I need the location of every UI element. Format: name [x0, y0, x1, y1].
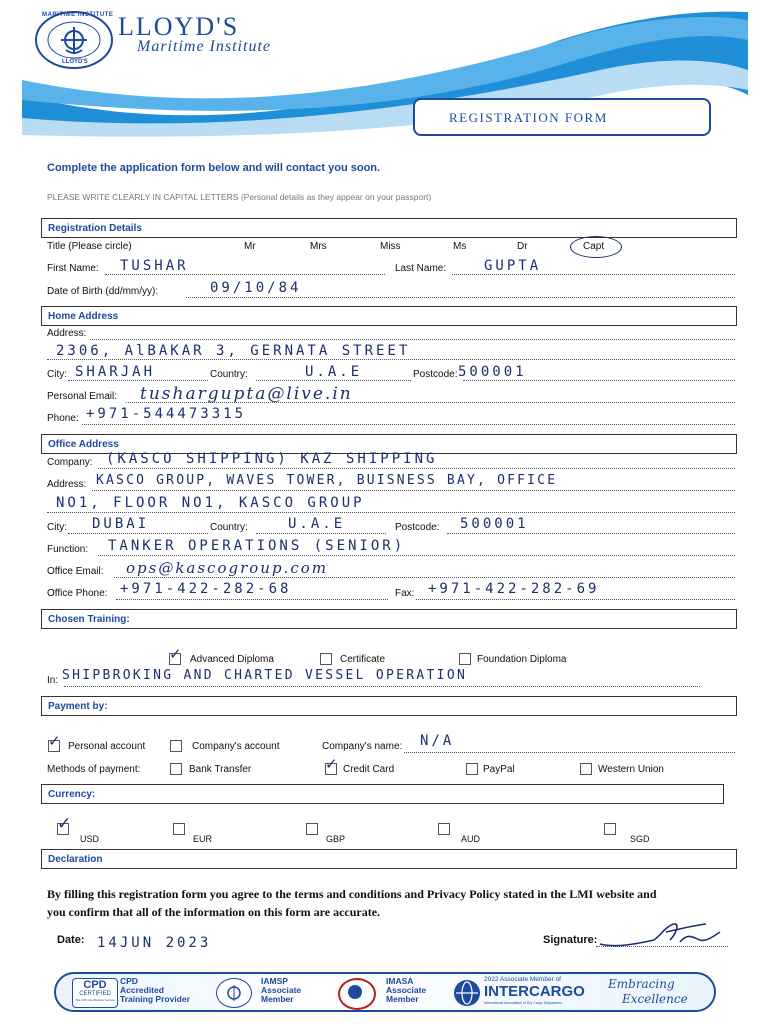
payment-western-union-checkbox[interactable]: [580, 763, 592, 775]
iamsp-line1: Associate: [261, 985, 302, 995]
training-certificate-label: Certificate: [340, 654, 386, 665]
training-foundation-diploma-label: Foundation Diploma: [477, 654, 567, 665]
home-phone-value[interactable]: +971-544473315: [86, 406, 247, 422]
payment-credit-card-label: Credit Card: [343, 764, 395, 775]
office-address-line1[interactable]: KASCO GROUP, WAVES TOWER, BUISNESS BAY, OFFICE: [96, 473, 558, 488]
iamsp-line2: Member: [261, 994, 294, 1004]
section-chosen-training: [41, 609, 737, 629]
title-label: Title (Please circle): [47, 241, 132, 252]
currency-gbp-checkbox[interactable]: [306, 823, 318, 835]
section-title: Office Address: [48, 439, 119, 450]
home-email-label: Personal Email:: [47, 391, 118, 402]
office-address-line2[interactable]: NO1, FLOOR NO1, KASCO GROUP: [56, 495, 365, 511]
signature-label: Signature:: [543, 934, 598, 946]
title-option-miss[interactable]: Miss: [380, 241, 401, 252]
section-title: Chosen Training:: [48, 614, 130, 625]
date-value[interactable]: 14JUN 2023: [97, 935, 212, 951]
section-home-address: [41, 306, 737, 326]
title-circle: [570, 236, 622, 258]
currency-sgd-checkbox[interactable]: [604, 823, 616, 835]
office-company-label: Company:: [47, 457, 93, 468]
section-title: Home Address: [48, 311, 119, 322]
payment-methods-label: Methods of payment:: [47, 764, 141, 775]
iamsp-logo-icon: [216, 978, 252, 1008]
training-advanced-diploma-check-icon: ✓: [169, 645, 182, 663]
training-in-label: In:: [47, 675, 59, 686]
intercargo-sub: International Association of Dry Cargo Shipowners: [484, 1001, 563, 1005]
cpd-badge-sub: CERTIFIED: [79, 991, 111, 997]
home-address-value[interactable]: 2306, AlBAKAR 3, GERNATA STREET: [56, 343, 411, 359]
office-phone-value[interactable]: +971-422-282-68: [120, 581, 292, 597]
office-email-value[interactable]: ops@kascogroup.com: [126, 559, 328, 577]
office-function-value[interactable]: TANKER OPERATIONS (SENIOR): [108, 538, 406, 554]
intercargo-globe-icon: [454, 980, 480, 1006]
payment-paypal-label: PayPal: [483, 764, 515, 775]
office-fax-value[interactable]: +971-422-282-69: [428, 581, 600, 597]
home-city-value[interactable]: SHARJAH: [75, 364, 156, 380]
last-name-value[interactable]: GUPTA: [484, 258, 542, 274]
cpd-badge-text: CPD: [83, 979, 107, 991]
date-label: Date:: [57, 934, 85, 946]
training-advanced-diploma-label: Advanced Diploma: [190, 654, 274, 665]
title-option-capt[interactable]: Capt: [583, 241, 605, 252]
office-postcode-label: Postcode:: [395, 522, 440, 533]
payment-company-checkbox[interactable]: [170, 740, 182, 752]
office-company-value[interactable]: (KASCO SHIPPING) KAZ SHIPPING: [106, 451, 438, 467]
payment-personal-check-icon: ✓: [48, 732, 61, 750]
currency-usd-label: USD: [80, 834, 100, 844]
intro-lead: Complete the application form below and will contact you soon.: [47, 162, 381, 174]
currency-gbp-label: GBP: [326, 834, 346, 844]
office-city-value[interactable]: DUBAI: [92, 516, 150, 532]
office-email-label: Office Email:: [47, 566, 104, 577]
home-city-label: City:: [47, 369, 67, 380]
payment-company-name-label: Company's name:: [322, 741, 403, 752]
home-email-value[interactable]: tushargupta@live.in: [140, 384, 353, 404]
logo: [34, 10, 114, 70]
home-address-label: Address:: [47, 328, 87, 339]
home-country-label: Country:: [210, 369, 248, 380]
imasa-logo-icon: [338, 978, 376, 1010]
imasa-line2: Member: [386, 994, 419, 1004]
office-fax-label: Fax:: [395, 588, 415, 599]
section-currency: [41, 784, 724, 804]
payment-western-union-label: Western Union: [598, 764, 664, 775]
section-title: Payment by:: [48, 701, 108, 712]
iamsp-title: IAMSP: [261, 976, 288, 986]
section-title: Declaration: [48, 854, 103, 865]
training-foundation-diploma-checkbox[interactable]: [459, 653, 471, 665]
cpd-text: [120, 977, 190, 1004]
office-country-value[interactable]: U.A.E: [288, 516, 346, 532]
slogan-line2: Excellence: [622, 992, 688, 1006]
iamsp-text: [261, 977, 301, 1004]
section-title: Currency:: [48, 789, 96, 800]
currency-aud-label: AUD: [461, 834, 481, 844]
section-title: Registration Details: [48, 223, 142, 234]
section-registration: [41, 218, 737, 238]
first-name-label: First Name:: [47, 263, 99, 274]
dob-value[interactable]: 09/10/84: [210, 280, 302, 296]
last-name-label: Last Name:: [395, 263, 447, 274]
dob-label: Date of Birth (dd/mm/yy):: [47, 286, 159, 297]
cpd-title: CPD: [120, 976, 138, 986]
intercargo-name: INTERCARGO: [484, 983, 585, 1000]
logo-bottom-text: LLOYD'S: [62, 59, 88, 65]
payment-personal-label: Personal account: [68, 741, 146, 752]
slogan-line1: Embracing: [608, 977, 675, 991]
title-option-mrs[interactable]: Mrs: [310, 241, 327, 252]
currency-eur-checkbox[interactable]: [173, 823, 185, 835]
payment-credit-card-check-icon: ✓: [325, 755, 338, 773]
cpd-line1: Accredited: [120, 985, 164, 995]
first-name-value[interactable]: TUSHAR: [120, 258, 189, 274]
intro-note: PLEASE WRITE CLEARLY IN CAPITAL LETTERS (Personal details as they appear on your passport): [47, 192, 432, 202]
office-city-label: City:: [47, 522, 67, 533]
payment-bank-transfer-label: Bank Transfer: [189, 764, 252, 775]
title-option-dr[interactable]: Dr: [517, 241, 528, 252]
payment-company-label: Company's account: [192, 741, 280, 752]
office-country-label: Country:: [210, 522, 248, 533]
home-phone-label: Phone:: [47, 413, 79, 424]
home-postcode-label: Postcode:: [413, 369, 458, 380]
footer-band: [54, 972, 716, 1012]
section-declaration: [41, 849, 737, 869]
office-address-label: Address:: [47, 479, 87, 490]
training-certificate-checkbox[interactable]: [320, 653, 332, 665]
office-function-label: Function:: [47, 544, 89, 555]
currency-sgd-label: SGD: [630, 834, 650, 844]
brand-subtitle: Maritime Institute: [137, 38, 271, 55]
training-in-value[interactable]: SHIPBROKING AND CHARTED VESSEL OPERATION: [62, 668, 468, 683]
office-phone-label: Office Phone:: [47, 588, 108, 599]
office-postcode-value[interactable]: 500001: [460, 516, 529, 532]
intercargo-top: 2022 Associate Member of: [484, 976, 561, 983]
payment-paypal-checkbox[interactable]: [466, 763, 478, 775]
currency-usd-check-icon: ✓: [57, 814, 72, 834]
currency-aud-checkbox[interactable]: [438, 823, 450, 835]
form-title: REGISTRATION FORM: [449, 110, 608, 125]
payment-bank-transfer-checkbox[interactable]: [170, 763, 182, 775]
form-title-box: [413, 98, 711, 136]
imasa-line1: Associate: [386, 985, 427, 995]
payment-company-name-value[interactable]: N/A: [420, 733, 455, 749]
cpd-badge-small: The CPD Certification Service: [75, 998, 115, 1002]
home-country-value[interactable]: U.A.E: [305, 364, 363, 380]
imasa-text: [386, 977, 426, 1004]
declaration-line1: By filling this registration form you agree to the terms and conditions and Privacy Policy stated in the LMI website and: [47, 887, 657, 901]
cpd-badge: [72, 978, 118, 1008]
title-option-ms[interactable]: Ms: [453, 241, 467, 252]
cpd-line2: Training Provider: [120, 994, 190, 1004]
title-option-mr[interactable]: Mr: [244, 241, 256, 252]
currency-eur-label: EUR: [193, 834, 213, 844]
home-postcode-value[interactable]: 500001: [458, 364, 527, 380]
declaration-line2: you confirm that all of the information on this form are accurate.: [47, 905, 381, 919]
signature-drawing: [596, 918, 726, 954]
logo-ring-text: MARITIME INSTITUTE: [42, 12, 114, 18]
brand-name: LLOYD'S: [118, 12, 240, 41]
section-payment: [41, 696, 737, 716]
imasa-title: IMASA: [386, 976, 414, 986]
